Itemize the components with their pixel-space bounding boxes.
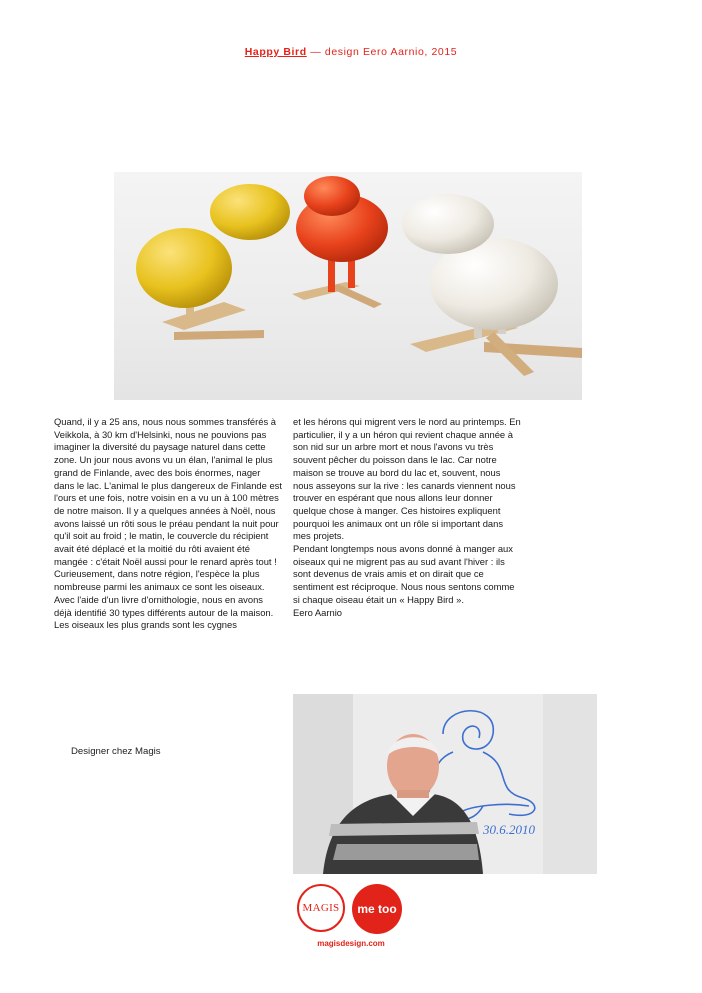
magis-logo-icon: MAGIS — [297, 884, 345, 932]
page-header — [0, 46, 702, 58]
autograph-date: 30.6.2010 — [483, 822, 535, 837]
orange-bird — [292, 176, 388, 308]
brand-logos — [297, 884, 407, 936]
text-column-left — [54, 416, 282, 632]
column1-paragraph: Quand, il y a 25 ans, nous nous sommes transférés à Veikkola, à 30 km d'Helsinki, nous ne pouvions pas imaginer la diversité du paysage naturel dans cette zone. Un jour nous avons vu un élan, l'animal le plus grand de Finlande, avec des bois énormes, nager dans le lac. L'animal le plus dangereux de Finlande est l'ours et une fois, notre voisin en a vu un à 100 mètres de notre maison. Il y a quelques années à Noël, nous avons laissé un rôti sous le préau pendant la nuit pour qu'il soit au froid ; le matin, le couvercle du récipient avait été déplacé et la moitié du rôti avaient été mangée : c'était Noël aussi pour le renard après tout ! Curieusement, dans notre région, l'espèce la plus nombreuse parmi les animaux ce sont les oiseaux. Avec l'aide d'un livre d'ornithologie, nous en avons déjà identifié 30 types différents autour de la maison. Les oiseaux les plus grands sont les cygnes — [54, 416, 282, 631]
header-subtitle: — design Eero Aarnio, 2015 — [306, 46, 458, 58]
column2-paragraph-1: et les hérons qui migrent vers le nord au printemps. En particulier, il y a un héron qui revient chaque année à son nid sur un arbre mort et nous l'avons vu très souvent pêcher du poisson dans le lac. Car notre maison se trouve au bord du lac et, souvent, nous nous asseyons sur la rive : les canards viennent nous trouver en espérant que nous allons leur donner quelque chose à manger. Ces histoires expliquent pourquoi les animaux ont un rôle si important dans mes projets. — [293, 416, 521, 542]
signature: Eero Aarnio — [293, 606, 342, 618]
portrait-caption: Designer chez Magis — [71, 746, 161, 757]
designer-portrait — [293, 694, 597, 874]
website-link[interactable]: magisdesign.com — [317, 939, 385, 948]
product-name[interactable]: Happy Bird — [244, 46, 307, 58]
metoo-logo-icon: me too — [352, 884, 402, 934]
portrait-illustration — [293, 694, 597, 874]
column2-paragraph-2: Pendant longtemps nous avons donné à manger aux oiseaux qui ne migrent pas au sud avant l'hiver : ils sont devenus de vrais amis et on dirait que ce sentiment est réciproque. Nous nous sentons comme si chaque oiseau était un « Happy Bird ». — [293, 543, 515, 605]
text-column-right — [293, 416, 521, 619]
product-photo — [114, 172, 582, 400]
happy-bird-illustration — [114, 172, 582, 400]
yellow-bird — [136, 184, 290, 340]
white-bird — [402, 194, 582, 376]
